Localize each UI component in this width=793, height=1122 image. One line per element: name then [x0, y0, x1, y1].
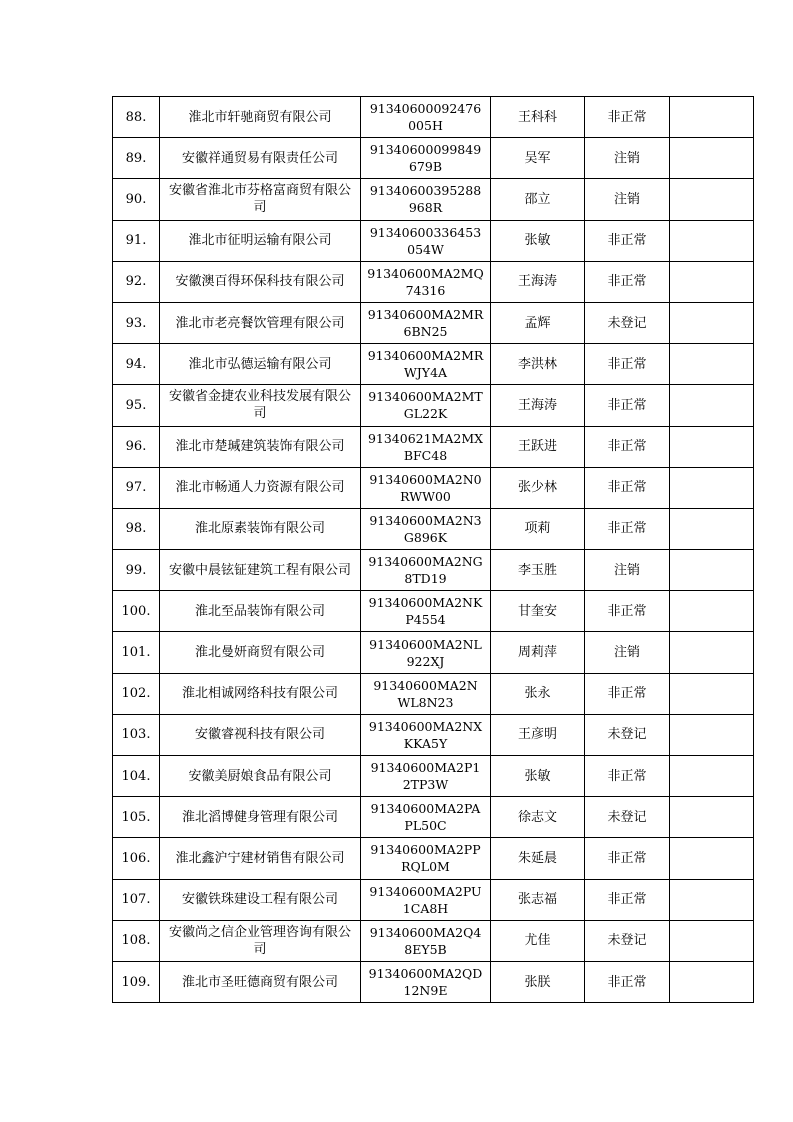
row-index: 95. — [113, 385, 160, 426]
row-index: 109. — [113, 961, 160, 1002]
credit-code: 91340600MA2PAPL50C — [361, 797, 491, 838]
row-index: 103. — [113, 714, 160, 755]
company-name: 淮北相诚网络科技有限公司 — [160, 673, 361, 714]
row-index: 96. — [113, 426, 160, 467]
row-index: 91. — [113, 220, 160, 261]
row-index: 100. — [113, 591, 160, 632]
registration-status: 非正常 — [585, 838, 670, 879]
registration-status: 非正常 — [585, 673, 670, 714]
remarks-cell — [670, 756, 754, 797]
row-index: 101. — [113, 632, 160, 673]
credit-code: 91340600MA2QD12N9E — [361, 961, 491, 1002]
registration-status: 未登记 — [585, 714, 670, 755]
remarks-cell — [670, 261, 754, 302]
legal-representative: 周莉萍 — [491, 632, 585, 673]
registration-status: 非正常 — [585, 756, 670, 797]
table-row — [113, 344, 754, 385]
credit-code: 91340600MA2NWL8N23 — [361, 673, 491, 714]
registration-status: 未登记 — [585, 302, 670, 343]
row-index: 93. — [113, 302, 160, 343]
remarks-cell — [670, 138, 754, 179]
company-name: 淮北市畅通人力资源有限公司 — [160, 467, 361, 508]
registration-status: 非正常 — [585, 426, 670, 467]
row-index: 102. — [113, 673, 160, 714]
company-name: 淮北市楚瑊建筑装饰有限公司 — [160, 426, 361, 467]
table-row — [113, 673, 754, 714]
registration-status: 注销 — [585, 179, 670, 220]
table-row — [113, 838, 754, 879]
row-index: 107. — [113, 879, 160, 920]
remarks-cell — [670, 838, 754, 879]
remarks-cell — [670, 797, 754, 838]
company-name: 淮北市老亮餐饮管理有限公司 — [160, 302, 361, 343]
remarks-cell — [670, 920, 754, 961]
legal-representative: 张敏 — [491, 220, 585, 261]
table-row — [113, 261, 754, 302]
table-row — [113, 591, 754, 632]
remarks-cell — [670, 961, 754, 1002]
table-row — [113, 920, 754, 961]
registration-status: 非正常 — [585, 344, 670, 385]
credit-code: 91340600MA2MRWJY4A — [361, 344, 491, 385]
legal-representative: 李玉胜 — [491, 550, 585, 591]
company-name: 安徽省淮北市芬格富商贸有限公司 — [160, 179, 361, 220]
company-name: 淮北市弘德运输有限公司 — [160, 344, 361, 385]
legal-representative: 王科科 — [491, 97, 585, 138]
credit-code: 91340600336453054W — [361, 220, 491, 261]
row-index: 90. — [113, 179, 160, 220]
table-row — [113, 302, 754, 343]
legal-representative: 张志福 — [491, 879, 585, 920]
registration-status: 非正常 — [585, 879, 670, 920]
table-row — [113, 97, 754, 138]
row-index: 94. — [113, 344, 160, 385]
legal-representative: 王海涛 — [491, 385, 585, 426]
row-index: 104. — [113, 756, 160, 797]
company-table-body — [113, 97, 754, 1003]
registration-status: 非正常 — [585, 508, 670, 549]
legal-representative: 王彦明 — [491, 714, 585, 755]
row-index: 99. — [113, 550, 160, 591]
legal-representative: 邵立 — [491, 179, 585, 220]
table-row — [113, 632, 754, 673]
table-row — [113, 756, 754, 797]
table-row — [113, 220, 754, 261]
registration-status: 非正常 — [585, 467, 670, 508]
credit-code: 91340600MA2NG8TD19 — [361, 550, 491, 591]
company-name: 安徽美厨娘食品有限公司 — [160, 756, 361, 797]
legal-representative: 徐志文 — [491, 797, 585, 838]
company-name: 淮北市征明运输有限公司 — [160, 220, 361, 261]
legal-representative: 甘奎安 — [491, 591, 585, 632]
row-index: 105. — [113, 797, 160, 838]
remarks-cell — [670, 179, 754, 220]
legal-representative: 张少林 — [491, 467, 585, 508]
company-name: 淮北市轩驰商贸有限公司 — [160, 97, 361, 138]
company-name: 安徽睿视科技有限公司 — [160, 714, 361, 755]
remarks-cell — [670, 426, 754, 467]
credit-code: 91340600MA2P12TP3W — [361, 756, 491, 797]
registration-status: 非正常 — [585, 220, 670, 261]
credit-code: 91340600MA2N3G896K — [361, 508, 491, 549]
table-row — [113, 467, 754, 508]
credit-code: 91340600MA2MR6BN25 — [361, 302, 491, 343]
remarks-cell — [670, 879, 754, 920]
table-row — [113, 879, 754, 920]
credit-code: 91340621MA2MXBFC48 — [361, 426, 491, 467]
registration-status: 非正常 — [585, 385, 670, 426]
credit-code: 91340600092476005H — [361, 97, 491, 138]
legal-representative: 王跃进 — [491, 426, 585, 467]
registration-status: 非正常 — [585, 961, 670, 1002]
table-row — [113, 179, 754, 220]
company-name: 淮北原素装饰有限公司 — [160, 508, 361, 549]
registration-status: 未登记 — [585, 797, 670, 838]
table-row — [113, 508, 754, 549]
remarks-cell — [670, 385, 754, 426]
row-index: 108. — [113, 920, 160, 961]
table-row — [113, 385, 754, 426]
registration-status: 注销 — [585, 632, 670, 673]
registration-status: 非正常 — [585, 591, 670, 632]
credit-code: 91340600MA2NKP4554 — [361, 591, 491, 632]
credit-code: 91340600MA2Q48EY5B — [361, 920, 491, 961]
remarks-cell — [670, 673, 754, 714]
legal-representative: 王海涛 — [491, 261, 585, 302]
registration-status: 非正常 — [585, 261, 670, 302]
remarks-cell — [670, 220, 754, 261]
company-name: 安徽中晨铉钲建筑工程有限公司 — [160, 550, 361, 591]
credit-code: 91340600MA2MTGL22K — [361, 385, 491, 426]
remarks-cell — [670, 508, 754, 549]
remarks-cell — [670, 302, 754, 343]
row-index: 88. — [113, 97, 160, 138]
registration-status: 未登记 — [585, 920, 670, 961]
table-row — [113, 550, 754, 591]
credit-code: 91340600MA2PU1CA8H — [361, 879, 491, 920]
table-row — [113, 426, 754, 467]
company-name: 淮北市圣旺德商贸有限公司 — [160, 961, 361, 1002]
table-row — [113, 961, 754, 1002]
legal-representative: 张永 — [491, 673, 585, 714]
row-index: 89. — [113, 138, 160, 179]
table-row — [113, 138, 754, 179]
credit-code: 91340600MA2PPRQL0M — [361, 838, 491, 879]
company-name: 安徽祥通贸易有限责任公司 — [160, 138, 361, 179]
legal-representative: 张朕 — [491, 961, 585, 1002]
remarks-cell — [670, 467, 754, 508]
table-row — [113, 797, 754, 838]
credit-code: 91340600099849679B — [361, 138, 491, 179]
credit-code: 91340600MA2MQ74316 — [361, 261, 491, 302]
legal-representative: 孟辉 — [491, 302, 585, 343]
company-name: 安徽澳百得环保科技有限公司 — [160, 261, 361, 302]
legal-representative: 项莉 — [491, 508, 585, 549]
company-name: 安徽尚之信企业管理咨询有限公司 — [160, 920, 361, 961]
legal-representative: 吴军 — [491, 138, 585, 179]
remarks-cell — [670, 97, 754, 138]
company-name: 安徽省金捷农业科技发展有限公司 — [160, 385, 361, 426]
company-name: 淮北滔博健身管理有限公司 — [160, 797, 361, 838]
company-table — [112, 96, 754, 1003]
legal-representative: 尤佳 — [491, 920, 585, 961]
remarks-cell — [670, 550, 754, 591]
registration-status: 注销 — [585, 550, 670, 591]
row-index: 98. — [113, 508, 160, 549]
credit-code: 91340600MA2N0RWW00 — [361, 467, 491, 508]
registration-status: 注销 — [585, 138, 670, 179]
credit-code: 91340600MA2NXKKA5Y — [361, 714, 491, 755]
legal-representative: 张敏 — [491, 756, 585, 797]
remarks-cell — [670, 344, 754, 385]
row-index: 106. — [113, 838, 160, 879]
legal-representative: 朱延晨 — [491, 838, 585, 879]
credit-code: 91340600395288968R — [361, 179, 491, 220]
remarks-cell — [670, 632, 754, 673]
row-index: 92. — [113, 261, 160, 302]
legal-representative: 李洪林 — [491, 344, 585, 385]
registration-status: 非正常 — [585, 97, 670, 138]
company-name: 安徽铁珠建设工程有限公司 — [160, 879, 361, 920]
company-name: 淮北至品装饰有限公司 — [160, 591, 361, 632]
row-index: 97. — [113, 467, 160, 508]
remarks-cell — [670, 714, 754, 755]
remarks-cell — [670, 591, 754, 632]
company-name: 淮北鑫沪宁建材销售有限公司 — [160, 838, 361, 879]
company-name: 淮北曼妍商贸有限公司 — [160, 632, 361, 673]
table-row — [113, 714, 754, 755]
credit-code: 91340600MA2NL922XJ — [361, 632, 491, 673]
